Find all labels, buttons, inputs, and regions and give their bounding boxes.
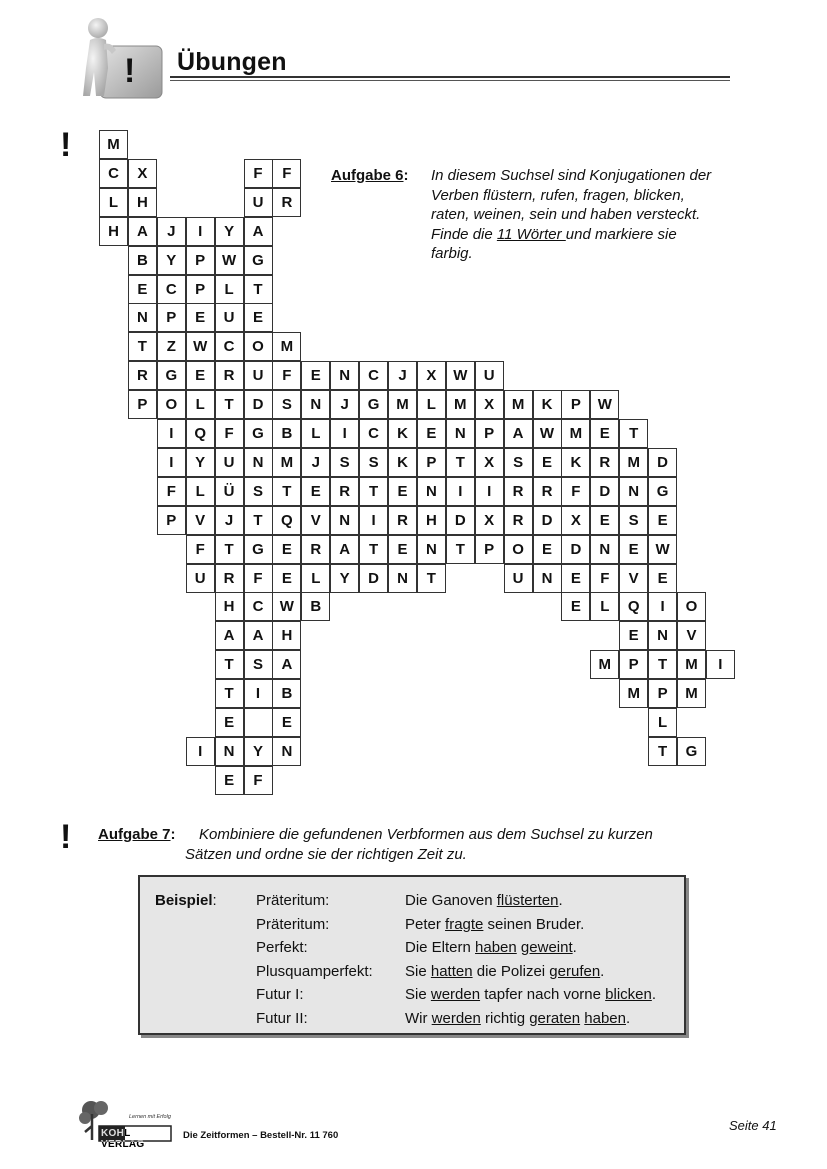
puzzle-cell: F — [561, 477, 590, 506]
example-sentence — [405, 963, 604, 980]
example-sentence — [405, 939, 577, 956]
example-text: Peter — [405, 915, 446, 933]
puzzle-cell: L — [186, 390, 215, 419]
puzzle-cell: E — [561, 592, 590, 621]
puzzle-cell: E — [186, 361, 215, 390]
example-text: . — [558, 892, 563, 909]
puzzle-cell: R — [504, 477, 533, 506]
puzzle-cell: I — [244, 679, 273, 708]
aufgabe6-label-colon: : — [403, 167, 409, 184]
footer-book-info: Die Zeitformen – Bestell-Nr. 11 760 — [183, 1130, 339, 1141]
example-verb-underlined: haben — [584, 1009, 626, 1027]
puzzle-cell: E — [590, 506, 619, 535]
puzzle-cell: T — [215, 679, 244, 708]
puzzle-cell: N — [301, 390, 330, 419]
puzzle-cell: P — [157, 506, 186, 535]
puzzle-cell: R — [215, 361, 244, 390]
example-text: Die Ganoven — [405, 892, 497, 909]
example-text: richtig — [480, 1009, 530, 1027]
puzzle-cell: T — [215, 535, 244, 564]
puzzle-cell: C — [359, 361, 388, 390]
puzzle-cell: N — [417, 477, 446, 506]
puzzle-cell: F — [244, 766, 273, 795]
puzzle-cell: N — [388, 564, 417, 593]
puzzle-cell: L — [417, 390, 446, 419]
puzzle-cell: E — [272, 535, 301, 564]
puzzle-cell: Y — [330, 564, 359, 593]
puzzle-cell: P — [157, 303, 186, 332]
puzzle-cell: G — [157, 361, 186, 390]
puzzle-cell: I — [446, 477, 475, 506]
puzzle-cell: V — [619, 564, 648, 593]
puzzle-cell: S — [244, 650, 273, 679]
beispiel-label — [155, 892, 217, 909]
puzzle-cell: E — [561, 564, 590, 593]
puzzle-cell: A — [215, 621, 244, 650]
puzzle-cell: Y — [186, 448, 215, 477]
puzzle-cell: T — [244, 275, 273, 304]
puzzle-cell: L — [186, 477, 215, 506]
puzzle-cell: U — [504, 564, 533, 593]
exclamation-marker-aufgabe6: ! — [60, 126, 72, 164]
aufgabe7-label-text: Aufgabe 7 — [98, 826, 171, 843]
puzzle-cell: D — [648, 448, 677, 477]
puzzle-cell: M — [561, 419, 590, 448]
puzzle-cell: E — [215, 766, 244, 795]
puzzle-cell: C — [359, 419, 388, 448]
puzzle-cell: Y — [157, 246, 186, 275]
puzzle-cell: V — [186, 506, 215, 535]
puzzle-cell: L — [215, 275, 244, 304]
puzzle-cell: X — [475, 448, 504, 477]
example-text: Sie — [405, 962, 431, 980]
puzzle-cell: A — [504, 419, 533, 448]
puzzle-cell: N — [648, 621, 677, 650]
example-text: . — [572, 939, 577, 956]
puzzle-cell: A — [330, 535, 359, 564]
puzzle-cell: Z — [157, 332, 186, 361]
example-verb-underlined: blicken — [605, 986, 652, 1003]
puzzle-cell: T — [215, 650, 244, 679]
puzzle-cell: N — [330, 506, 359, 535]
puzzle-cell: I — [359, 506, 388, 535]
puzzle-cell: N — [619, 477, 648, 506]
puzzle-cell: F — [590, 564, 619, 593]
puzzle-cell: P — [648, 679, 677, 708]
puzzle-cell: J — [157, 217, 186, 246]
puzzle-cell: I — [157, 448, 186, 477]
puzzle-cell: M — [619, 679, 648, 708]
puzzle-cell: A — [244, 217, 273, 246]
puzzle-cell: E — [301, 477, 330, 506]
puzzle-cell: T — [648, 737, 677, 766]
puzzle-cell: L — [99, 188, 128, 217]
puzzle-cell: R — [272, 188, 301, 217]
puzzle-cell: E — [648, 506, 677, 535]
puzzle-cell: G — [648, 477, 677, 506]
puzzle-cell: G — [359, 390, 388, 419]
puzzle-cell: R — [388, 506, 417, 535]
puzzle-cell: P — [186, 246, 215, 275]
puzzle-cell: E — [128, 275, 157, 304]
aufgabe6-text-underlined: 11 Wörter — [496, 225, 566, 243]
example-sentence — [405, 1010, 630, 1027]
puzzle-cell: E — [619, 621, 648, 650]
puzzle-cell: L — [301, 419, 330, 448]
puzzle-cell: N — [244, 448, 273, 477]
puzzle-cell: M — [619, 448, 648, 477]
puzzle-cell: W — [186, 332, 215, 361]
example-verb-underlined: geraten — [529, 1009, 581, 1027]
puzzle-cell: D — [561, 535, 590, 564]
example-text: tapfer nach vorne — [480, 986, 606, 1003]
puzzle-cell: M — [272, 332, 301, 361]
puzzle-cell: U — [186, 564, 215, 593]
puzzle-cell: I — [186, 217, 215, 246]
puzzle-cell: Q — [619, 592, 648, 621]
puzzle-cell: P — [561, 390, 590, 419]
example-verb-underlined: gerufen — [549, 962, 601, 980]
puzzle-cell: I — [706, 650, 735, 679]
example-sentence — [405, 916, 584, 933]
puzzle-cell: H — [417, 506, 446, 535]
example-verb-underlined: werden — [430, 986, 481, 1003]
puzzle-cell: O — [504, 535, 533, 564]
example-tense: Präteritum: — [256, 892, 330, 909]
puzzle-cell: T — [244, 506, 273, 535]
puzzle-cell: R — [330, 477, 359, 506]
logo-name — [101, 1128, 173, 1150]
puzzle-cell: I — [186, 737, 215, 766]
aufgabe7-instructions-line1: Kombiniere die gefundenen Verbformen aus dem Suchsel zu kurzen — [199, 826, 653, 843]
puzzle-cell: C — [244, 592, 273, 621]
puzzle-cell: N — [330, 361, 359, 390]
puzzle-cell: D — [446, 506, 475, 535]
puzzle-cell: F — [244, 564, 273, 593]
puzzle-cell: H — [99, 217, 128, 246]
example-sentence — [405, 986, 656, 1003]
puzzle-cell: M — [504, 390, 533, 419]
example-text: Wir — [405, 1009, 432, 1027]
puzzle-cell: U — [244, 361, 273, 390]
puzzle-cell: M — [272, 448, 301, 477]
aufgabe6-instructions — [431, 166, 716, 264]
puzzle-cell: P — [128, 390, 157, 419]
puzzle-cell: P — [475, 535, 504, 564]
header-sign-exclamation: ! — [124, 52, 136, 90]
puzzle-cell: N — [417, 535, 446, 564]
puzzle-cell: S — [244, 477, 273, 506]
puzzle-cell: Y — [244, 737, 273, 766]
puzzle-cell: U — [215, 448, 244, 477]
puzzle-cell: E — [533, 535, 562, 564]
puzzle-cell: P — [417, 448, 446, 477]
puzzle-cell: R — [128, 361, 157, 390]
puzzle-cell: R — [215, 564, 244, 593]
puzzle-cell: F — [272, 361, 301, 390]
puzzle-cell: D — [590, 477, 619, 506]
puzzle-cell: P — [619, 650, 648, 679]
aufgabe7-label-colon: : — [170, 826, 176, 843]
puzzle-cell: H — [215, 592, 244, 621]
puzzle-cell: E — [388, 535, 417, 564]
puzzle-cell: N — [215, 737, 244, 766]
puzzle-cell: F — [215, 419, 244, 448]
aufgabe6-text-before: In diesem Suchsel sind Konjugationen der Verben flüstern, rufen, fragen, blicken, raten, weinen, sein und haben versteckt. Finde die — [431, 167, 712, 243]
puzzle-cell: L — [648, 708, 677, 737]
example-verb-underlined: haben — [475, 939, 517, 956]
publisher-logo — [77, 1100, 173, 1148]
puzzle-cell: P — [186, 275, 215, 304]
puzzle-cell: X — [475, 506, 504, 535]
puzzle-cell: V — [677, 621, 706, 650]
puzzle-cell: J — [388, 361, 417, 390]
puzzle-cell: I — [648, 592, 677, 621]
puzzle-cell: J — [301, 448, 330, 477]
example-tense: Präteritum: — [256, 915, 330, 933]
puzzle-cell: F — [272, 159, 301, 188]
puzzle-cell: U — [215, 303, 244, 332]
puzzle-cell: M — [677, 679, 706, 708]
puzzle-cell: E — [533, 448, 562, 477]
puzzle-cell: B — [128, 246, 157, 275]
example-verb-underlined: geweint — [520, 939, 573, 956]
puzzle-cell: G — [244, 419, 273, 448]
puzzle-cell: X — [561, 506, 590, 535]
puzzle-cell: G — [677, 737, 706, 766]
puzzle-cell: D — [244, 390, 273, 419]
puzzle-cell: R — [533, 477, 562, 506]
puzzle-cell: T — [359, 535, 388, 564]
aufgabe6-label — [331, 167, 409, 184]
puzzle-cell — [244, 708, 273, 737]
page-title: Übungen — [177, 48, 287, 76]
puzzle-cell: Q — [272, 506, 301, 535]
puzzle-cell: B — [301, 592, 330, 621]
puzzle-cell: N — [590, 535, 619, 564]
example-verb-underlined: hatten — [430, 962, 473, 980]
puzzle-cell: T — [648, 650, 677, 679]
logo-tagline: Lernen mit Erfolg — [129, 1114, 171, 1120]
example-text: . — [625, 1009, 631, 1027]
puzzle-cell: E — [272, 708, 301, 737]
example-verb-underlined: fragte — [445, 915, 484, 933]
puzzle-cell: W — [215, 246, 244, 275]
example-text: die Polizei — [472, 962, 550, 980]
puzzle-cell: N — [128, 303, 157, 332]
puzzle-cell: A — [128, 217, 157, 246]
puzzle-cell: W — [590, 390, 619, 419]
puzzle-cell: W — [446, 361, 475, 390]
puzzle-cell: N — [446, 419, 475, 448]
puzzle-cell: T — [272, 477, 301, 506]
puzzle-cell: E — [388, 477, 417, 506]
puzzle-cell: H — [128, 188, 157, 217]
puzzle-cell: N — [533, 564, 562, 593]
puzzle-cell: A — [272, 650, 301, 679]
puzzle-cell: G — [244, 535, 273, 564]
puzzle-cell: D — [533, 506, 562, 535]
aufgabe7-label — [98, 826, 176, 843]
puzzle-cell: J — [330, 390, 359, 419]
puzzle-cell: T — [417, 564, 446, 593]
puzzle-cell: E — [215, 708, 244, 737]
puzzle-cell: K — [388, 419, 417, 448]
example-tense: Futur II: — [256, 1009, 308, 1027]
puzzle-cell: C — [99, 159, 128, 188]
beispiel-label-colon: : — [212, 892, 217, 909]
puzzle-cell: P — [475, 419, 504, 448]
aufgabe7-instructions-line2: Sätzen und ordne sie der richtigen Zeit zu. — [185, 846, 467, 863]
puzzle-cell: J — [215, 506, 244, 535]
example-text: . — [600, 962, 605, 980]
puzzle-cell: H — [272, 621, 301, 650]
example-tense: Futur I: — [256, 986, 304, 1003]
puzzle-cell: R — [301, 535, 330, 564]
puzzle-cell: M — [99, 130, 128, 159]
puzzle-cell: E — [301, 361, 330, 390]
puzzle-cell: M — [388, 390, 417, 419]
puzzle-cell: Q — [186, 419, 215, 448]
puzzle-cell: E — [619, 535, 648, 564]
puzzle-cell: W — [533, 419, 562, 448]
puzzle-cell: X — [417, 361, 446, 390]
puzzle-cell: E — [590, 419, 619, 448]
page-number: Seite 41 — [729, 1118, 777, 1133]
exclamation-marker-aufgabe7: ! — [60, 818, 72, 856]
puzzle-cell: A — [244, 621, 273, 650]
puzzle-cell: M — [677, 650, 706, 679]
puzzle-cell: G — [244, 246, 273, 275]
beispiel-label-text: Beispiel — [155, 892, 213, 909]
example-text: Sie — [405, 986, 431, 1003]
puzzle-cell: S — [272, 390, 301, 419]
example-verb-underlined: werden — [431, 1009, 481, 1027]
puzzle-cell: S — [330, 448, 359, 477]
puzzle-cell: Y — [215, 217, 244, 246]
puzzle-cell: E — [186, 303, 215, 332]
puzzle-cell: W — [648, 535, 677, 564]
puzzle-cell: Ü — [215, 477, 244, 506]
puzzle-cell: L — [590, 592, 619, 621]
puzzle-cell: F — [186, 535, 215, 564]
puzzle-cell: O — [244, 332, 273, 361]
example-tense: Plusquamperfekt: — [256, 962, 373, 980]
puzzle-cell: E — [417, 419, 446, 448]
puzzle-cell: F — [244, 159, 273, 188]
aufgabe6-text-after: und markiere sie farbig. — [431, 225, 677, 262]
example-tense: Perfekt: — [256, 939, 308, 956]
puzzle-cell: F — [157, 477, 186, 506]
puzzle-cell: S — [619, 506, 648, 535]
puzzle-cell: T — [446, 535, 475, 564]
puzzle-cell: V — [301, 506, 330, 535]
puzzle-cell: K — [561, 448, 590, 477]
puzzle-cell: C — [157, 275, 186, 304]
puzzle-cell: E — [272, 564, 301, 593]
example-verb-underlined: flüsterten — [496, 892, 559, 909]
puzzle-cell: I — [330, 419, 359, 448]
puzzle-cell: B — [272, 679, 301, 708]
puzzle-cell: I — [475, 477, 504, 506]
puzzle-cell: T — [619, 419, 648, 448]
puzzle-cell: R — [590, 448, 619, 477]
puzzle-cell: O — [677, 592, 706, 621]
puzzle-cell: M — [590, 650, 619, 679]
puzzle-cell: U — [244, 188, 273, 217]
logo-name-text: KOHL VERLAG — [101, 1128, 145, 1150]
puzzle-cell: X — [128, 159, 157, 188]
puzzle-cell: S — [359, 448, 388, 477]
puzzle-cell: W — [272, 592, 301, 621]
example-text: . — [651, 986, 657, 1003]
puzzle-cell: T — [446, 448, 475, 477]
example-text: Die Eltern — [405, 939, 476, 956]
puzzle-cell: N — [272, 737, 301, 766]
puzzle-cell: U — [475, 361, 504, 390]
puzzle-cell: X — [475, 390, 504, 419]
puzzle-cell: C — [215, 332, 244, 361]
puzzle-cell: K — [388, 448, 417, 477]
puzzle-cell: E — [648, 564, 677, 593]
puzzle-cell: D — [359, 564, 388, 593]
puzzle-cell: K — [533, 390, 562, 419]
puzzle-cell: M — [446, 390, 475, 419]
puzzle-cell: T — [215, 390, 244, 419]
example-text: seinen Bruder. — [483, 915, 585, 933]
puzzle-cell: T — [128, 332, 157, 361]
puzzle-cell: O — [157, 390, 186, 419]
puzzle-cell: R — [504, 506, 533, 535]
puzzle-cell: I — [157, 419, 186, 448]
puzzle-cell: B — [272, 419, 301, 448]
puzzle-cell: L — [301, 564, 330, 593]
example-sentence — [405, 892, 563, 909]
puzzle-cell: E — [244, 303, 273, 332]
puzzle-cell: T — [359, 477, 388, 506]
aufgabe6-label-text: Aufgabe 6 — [331, 167, 404, 184]
puzzle-cell: S — [504, 448, 533, 477]
